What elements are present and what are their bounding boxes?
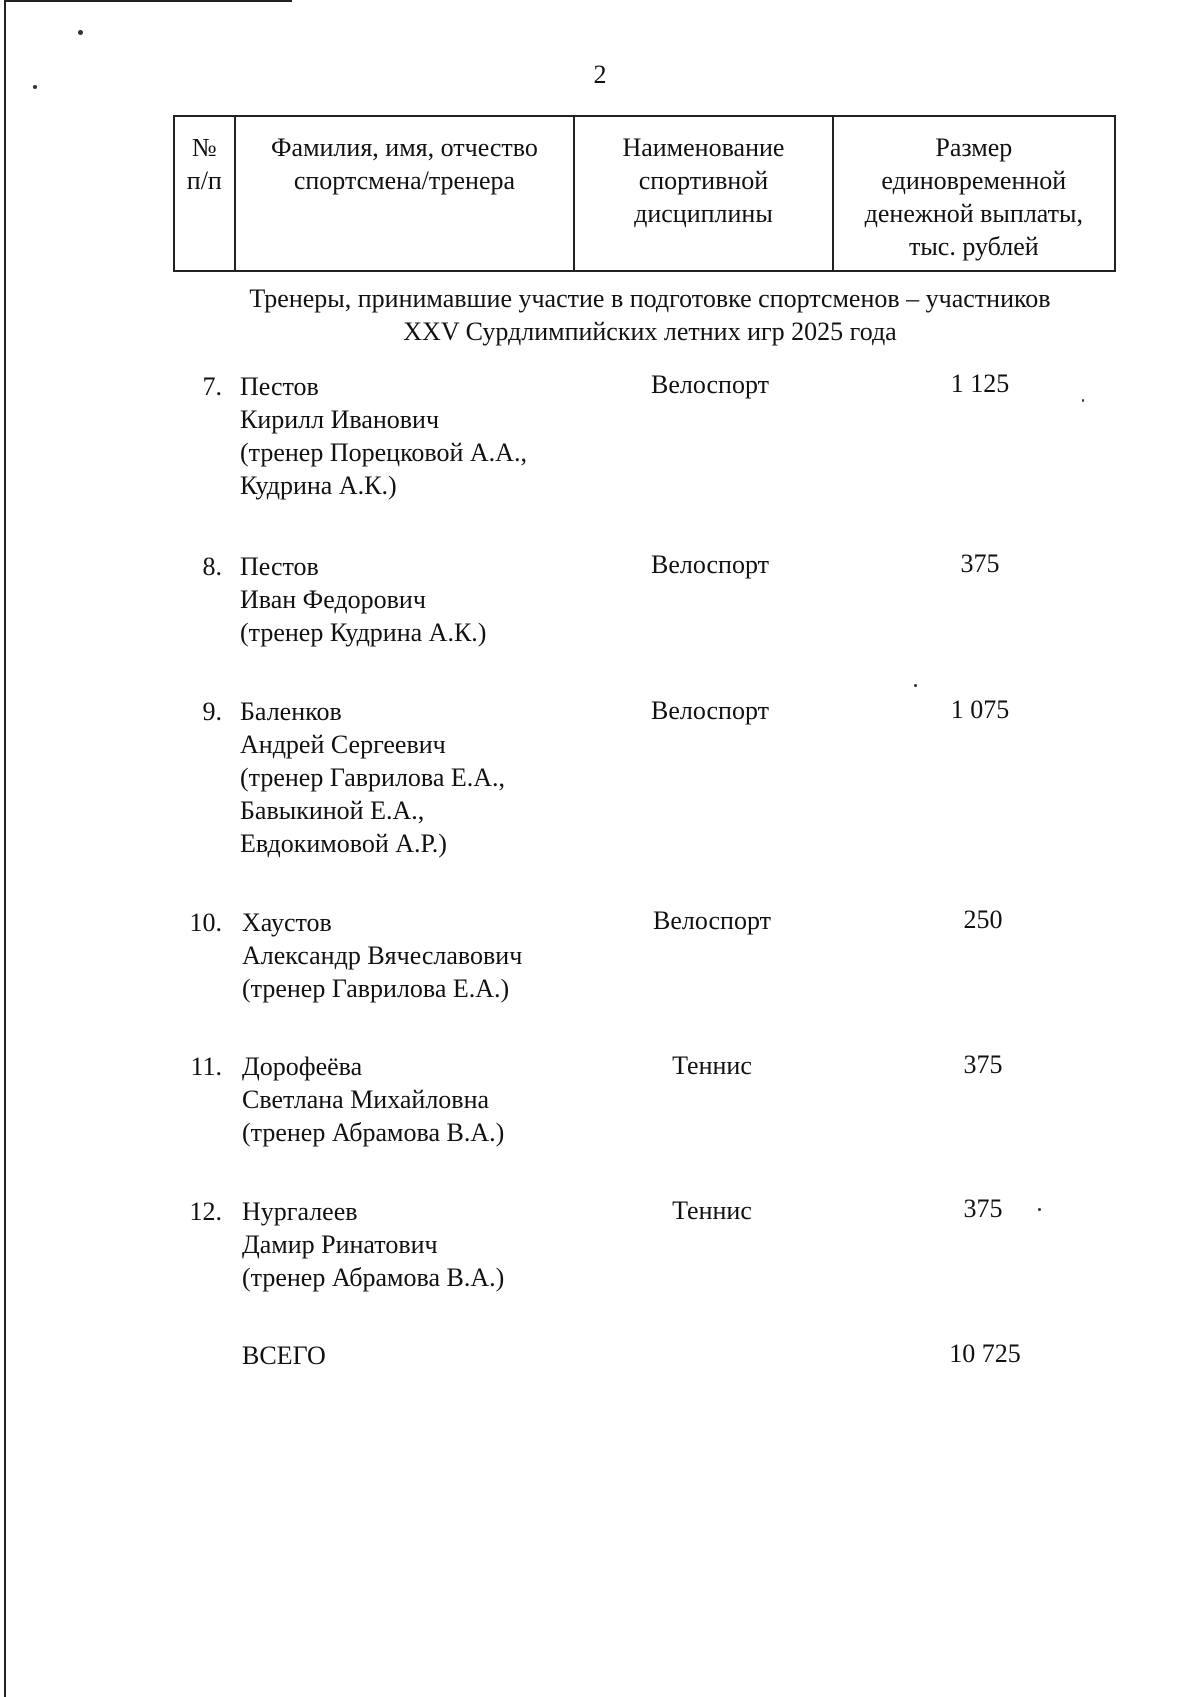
- header-text: п/п: [186, 166, 222, 195]
- name-line: Пестов: [240, 552, 319, 581]
- entry-name: [242, 1195, 622, 1294]
- name-line: (тренер Гаврилова Е.А.): [242, 974, 510, 1003]
- entry-amount: 1 075: [950, 695, 1010, 724]
- name-line: Светлана Михайловна: [242, 1085, 490, 1114]
- header-text: Наименование: [622, 133, 785, 162]
- entry-discipline: Теннис: [672, 1196, 752, 1225]
- name-line: Дорофеёва: [242, 1052, 363, 1081]
- header-text: единовременной: [881, 166, 1067, 195]
- entry-number: 7.: [202, 372, 222, 401]
- name-line: Кирилл Иванович: [240, 405, 440, 434]
- name-line: (тренер Кудрина А.К.): [240, 618, 487, 647]
- entry-name: [240, 370, 620, 502]
- header-text: тыс. рублей: [908, 232, 1039, 261]
- header-text: №: [191, 133, 217, 162]
- header-text: Размер: [935, 133, 1013, 162]
- name-line: Пестов: [240, 372, 319, 401]
- total-label: ВСЕГО: [242, 1341, 326, 1370]
- header-text: спортсмена/тренера: [293, 166, 516, 195]
- name-line: (тренер Порецковой А.А.,: [240, 438, 527, 467]
- name-line: Евдокимовой А.Р.): [240, 829, 447, 858]
- name-line: (тренер Абрамова В.А.): [242, 1118, 505, 1147]
- page-number: 2: [593, 60, 607, 89]
- name-line: Иван Федорович: [240, 585, 426, 614]
- name-line: Нургалеев: [242, 1197, 358, 1226]
- entry-amount: 1 125: [950, 369, 1010, 398]
- name-line: Хаустов: [242, 908, 332, 937]
- total-value: 10 725: [949, 1339, 1021, 1368]
- header-text: денежной выплаты,: [864, 199, 1083, 228]
- entry-discipline: Велоспорт: [651, 696, 769, 725]
- entry-amount: 375: [963, 1194, 1003, 1223]
- name-line: Александр Вячеславович: [242, 941, 523, 970]
- entry-number: 9.: [202, 697, 222, 726]
- entry-name: [240, 695, 620, 860]
- entry-number: 12.: [189, 1197, 222, 1226]
- entry-amount: 375: [963, 1050, 1003, 1079]
- entry-name: [240, 550, 620, 649]
- section-title-line: XXV Сурдлимпийских летних игр 2025 года: [403, 317, 897, 346]
- section-title-line: Тренеры, принимавшие участие в подготовке спортсменов – участников: [249, 284, 1051, 313]
- entry-amount: 250: [963, 905, 1003, 934]
- entry-amount: 375: [960, 549, 1000, 578]
- entry-number: 10.: [189, 908, 222, 937]
- entry-discipline: Велоспорт: [651, 550, 769, 579]
- name-line: Кудрина А.К.): [240, 471, 397, 500]
- entry-name: [242, 906, 622, 1005]
- entry-number: 11.: [190, 1052, 222, 1081]
- header-text: Фамилия, имя, отчество: [270, 133, 538, 162]
- name-line: Баленков: [240, 697, 342, 726]
- name-line: (тренер Абрамова В.А.): [242, 1263, 505, 1292]
- header-text: дисциплины: [634, 199, 773, 228]
- header-text: спортивной: [638, 166, 769, 195]
- name-line: Дамир Ринатович: [242, 1230, 438, 1259]
- entry-discipline: Велоспорт: [651, 370, 769, 399]
- name-line: (тренер Гаврилова Е.А.,: [240, 763, 506, 792]
- name-line: Андрей Сергеевич: [240, 730, 446, 759]
- name-line: Бавыкиной Е.А.,: [240, 796, 425, 825]
- entry-name: [242, 1050, 622, 1149]
- entry-number: 8.: [202, 552, 222, 581]
- entry-discipline: Велоспорт: [653, 906, 771, 935]
- entry-discipline: Теннис: [672, 1051, 752, 1080]
